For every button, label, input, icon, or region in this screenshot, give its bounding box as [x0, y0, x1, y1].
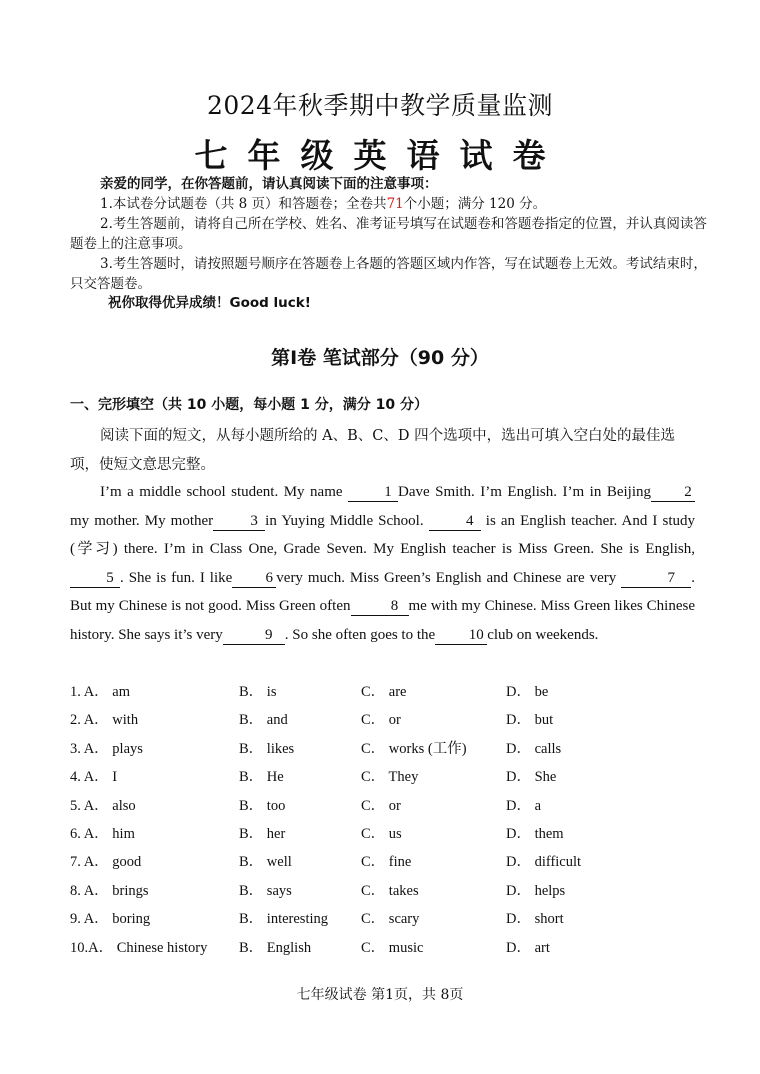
notice-heading: 亲爱的同学，在你答题前，请认真阅读下面的注意事项：	[100, 176, 438, 192]
option-row-8	[70, 875, 710, 903]
option-a: 3. A． plays	[70, 740, 143, 757]
option-a: 1. A． am	[70, 684, 131, 700]
option-b: B． English	[239, 939, 312, 956]
option-a: 4. A． I	[70, 769, 118, 786]
option-row-7	[70, 846, 710, 874]
option-c: C． us	[361, 825, 402, 842]
blank-2: 2	[651, 483, 695, 502]
passage-text: my mother. My mother	[70, 512, 214, 529]
option-d: D． helps	[506, 882, 566, 899]
option-d: D． calls	[506, 740, 562, 757]
option-row-5	[70, 790, 710, 818]
passage-text: . She is fun. I like	[120, 569, 233, 586]
option-d: D． a	[506, 797, 542, 814]
passage-text: very much. Miss Green’s English and Chinese are very	[276, 569, 622, 586]
blank-4: 4	[429, 512, 481, 531]
passage-text: in Yuying Middle School.	[265, 512, 429, 529]
option-a: 10.A． Chinese history	[70, 939, 208, 956]
blank-6: 6	[232, 569, 276, 588]
option-d: D． but	[506, 712, 554, 729]
exam-subtitle: 七年级英语试卷	[194, 136, 566, 175]
option-row-10	[70, 932, 710, 960]
passage-text: . So she often goes to the	[284, 626, 436, 643]
option-row-1	[70, 676, 710, 704]
part1-heading: 一、完形填空（共 10 小题，每小题 1 分，满分 10 分）	[70, 397, 428, 413]
passage-text: club on weekends.	[487, 626, 599, 643]
option-c: C． or	[361, 797, 401, 814]
option-c: C． are	[361, 684, 407, 700]
part1-instruction: 阅读下面的短文，从每小题所给的 A、B、C、D 四个选项中，选出可填入空白处的最佳选项，使短文意思完整。	[70, 428, 676, 473]
blank-8: 8	[351, 597, 409, 616]
option-d: D． art	[506, 939, 550, 956]
options-list	[70, 676, 710, 960]
notice-item-1-pre: 1.本试卷分试题卷（共 8 页）和答题卷；全卷共	[100, 196, 387, 212]
option-c: C． They	[361, 769, 419, 786]
option-c: C． fine	[361, 854, 412, 871]
blank-3: 3	[213, 512, 265, 531]
blank-5: 5	[70, 569, 120, 588]
section-title: 第Ⅰ卷 笔试部分（90 分）	[271, 347, 489, 369]
option-b: B． is	[239, 684, 277, 700]
option-b: B． says	[239, 882, 292, 899]
passage-text: Dave Smith. I’m English. I’m in Beijing	[398, 484, 651, 500]
option-row-2	[70, 704, 710, 732]
option-a: 8. A． brings	[70, 882, 149, 899]
blank-1: 1	[348, 483, 398, 502]
notice-item-1-post: 个小题；满分 120 分。	[403, 196, 547, 212]
option-b: B． interesting	[239, 911, 329, 928]
notice-item-3: 3.考生答题时，请按照题号顺序在答题卷上各题的答题区域内作答，写在试题卷上无效。考试结束时，只交答题卷。	[70, 256, 707, 292]
option-b: B． likes	[239, 740, 295, 757]
option-row-3	[70, 733, 710, 761]
option-b: B． He	[239, 769, 284, 786]
blank-9: 9	[223, 626, 285, 645]
option-c: C． or	[361, 712, 401, 729]
option-d: D． short	[506, 911, 564, 928]
option-c: C． works (工作)	[361, 740, 467, 757]
option-b: B． her	[239, 825, 286, 842]
option-row-6	[70, 818, 710, 846]
blank-7: 7	[621, 569, 691, 588]
option-row-9	[70, 903, 710, 931]
option-d: D． them	[506, 825, 564, 842]
option-b: B． too	[239, 797, 286, 814]
option-a: 2. A． with	[70, 712, 139, 729]
page-footer: 七年级试卷 第1页，共 8页	[296, 987, 464, 1003]
option-d: D． difficult	[506, 854, 582, 871]
option-c: C． takes	[361, 882, 419, 899]
option-a: 9. A． boring	[70, 911, 151, 928]
option-a: 6. A． him	[70, 825, 135, 842]
notice-item-2: 2.考生答题前，请将自己所在学校、姓名、准考证号填写在试题卷和答题卷指定的位置，并认真阅读答题卷上的注意事项。	[70, 216, 707, 252]
good-luck-wish: 祝你取得优异成绩！Good luck!	[108, 295, 311, 311]
option-b: B． and	[239, 712, 288, 729]
option-d: D． be	[506, 684, 549, 700]
question-count: 71	[386, 196, 404, 212]
option-c: C． music	[361, 939, 424, 956]
cloze-passage	[70, 478, 695, 649]
option-row-4	[70, 761, 710, 789]
option-b: B． well	[239, 854, 292, 871]
passage-text: . But my Chinese is not good. Miss Green often	[70, 569, 695, 614]
option-a: 5. A． also	[70, 797, 136, 814]
option-d: D． She	[506, 769, 557, 786]
passage-text: me with my Chinese. Miss Green likes Chinese history. She says it’s very	[70, 598, 696, 643]
passage-text: is an English teacher. And I study (学习) there. I’m in Class One, Grade Seven. My English teacher is Miss Green. She is English,	[70, 512, 695, 557]
passage-text: I’m a middle school student. My name	[100, 484, 349, 500]
notice-item-1	[100, 194, 710, 214]
blank-10: 10	[435, 626, 487, 645]
option-a: 7. A． good	[70, 854, 142, 871]
exam-title: 2024年秋季期中教学质量监测	[206, 91, 554, 120]
option-c: C． scary	[361, 911, 420, 928]
